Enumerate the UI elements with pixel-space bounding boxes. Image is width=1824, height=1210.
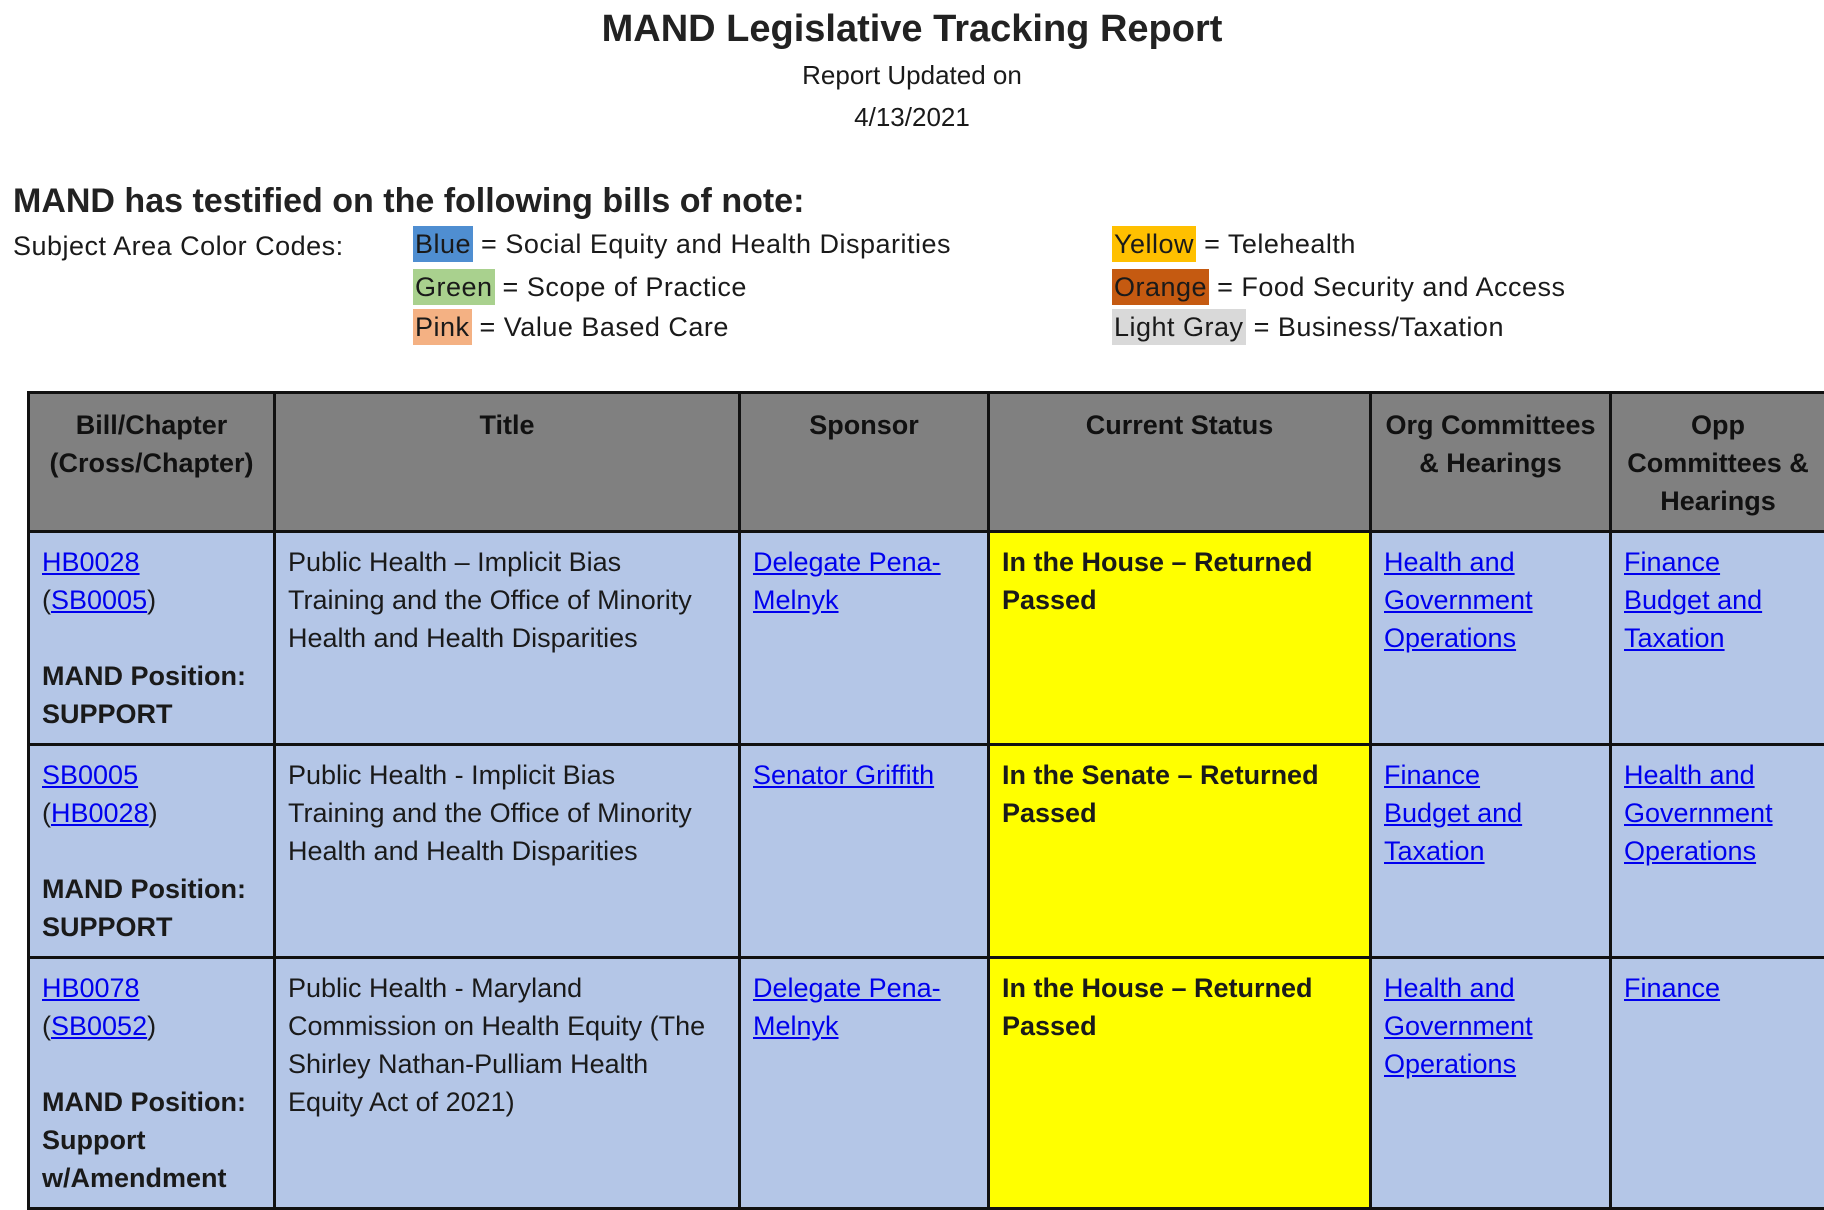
opp-committee-link[interactable]: Finance <box>1624 973 1720 1003</box>
opp-committee-cell <box>1611 745 1824 958</box>
column-header-status <box>989 393 1371 532</box>
header-line: Bill/Chapter <box>42 406 261 444</box>
cross-bill-link[interactable]: HB0028 <box>51 798 149 828</box>
bill-numbers: SB0005 (HB0028) <box>42 756 261 832</box>
column-header-sponsor <box>740 393 989 532</box>
legend-text: = Value Based Care <box>472 312 729 342</box>
opp-committee-cell <box>1611 958 1824 1209</box>
cross-bill-link[interactable]: SB0005 <box>51 585 147 615</box>
legend-label: Subject Area Color Codes: <box>13 231 344 262</box>
title-line: Public Health - Implicit Bias <box>288 756 726 794</box>
legend-item-light-gray <box>1112 309 1504 345</box>
bill-cell <box>29 958 275 1209</box>
opp-committee-cell <box>1611 532 1824 745</box>
status-cell <box>989 745 1371 958</box>
position-value: SUPPORT <box>42 695 261 733</box>
section-heading: MAND has testified on the following bills of note: <box>13 182 804 221</box>
position-value: SUPPORT <box>42 908 261 946</box>
legend-item-green <box>413 269 747 305</box>
position-label: MAND Position: <box>42 870 261 908</box>
sponsor-cell <box>740 958 989 1209</box>
org-committee-cell <box>1371 745 1611 958</box>
title-cell <box>275 958 740 1209</box>
position-value: Support <box>42 1121 261 1159</box>
status-line: In the House – Returned <box>1002 543 1357 581</box>
header-line: & Hearings <box>1384 444 1597 482</box>
org-committee-cell <box>1371 958 1611 1209</box>
sponsor-link[interactable]: Senator Griffith <box>753 760 934 790</box>
org-committee-link[interactable]: Health and Government Operations <box>1384 973 1533 1079</box>
position-label: MAND Position: <box>42 657 261 695</box>
column-header-org-committees <box>1371 393 1611 532</box>
report-title: MAND Legislative Tracking Report <box>0 8 1824 51</box>
bills-table <box>27 391 1824 1210</box>
legend-text: = Social Equity and Health Disparities <box>473 229 951 259</box>
status-cell <box>989 532 1371 745</box>
opp-committee-link[interactable]: Health and Government Operations <box>1624 760 1773 866</box>
legend-item-pink <box>413 309 729 345</box>
column-header-bill <box>29 393 275 532</box>
legend-text: = Business/Taxation <box>1246 312 1504 342</box>
header-line: Committees & <box>1624 444 1812 482</box>
legend-text: = Food Security and Access <box>1209 272 1565 302</box>
opp-committee-link[interactable]: Finance Budget and Taxation <box>1624 547 1762 653</box>
legend-swatch-orange: Orange <box>1112 269 1209 305</box>
status-line: In the House – Returned <box>1002 969 1357 1007</box>
title-line: Training and the Office of Minority <box>288 581 726 619</box>
table-row <box>29 532 1824 745</box>
report-updated-date: 4/13/2021 <box>0 102 1824 133</box>
table-row <box>29 745 1824 958</box>
title-cell <box>275 745 740 958</box>
title-line: Public Health – Implicit Bias <box>288 543 726 581</box>
header-line: Org Committees <box>1384 406 1597 444</box>
org-committee-cell <box>1371 532 1611 745</box>
status-line: Passed <box>1002 581 1357 619</box>
position-value: w/Amendment <box>42 1159 261 1197</box>
bill-link[interactable]: SB0005 <box>42 760 138 790</box>
header-line: (Cross/Chapter) <box>42 444 261 482</box>
sponsor-cell <box>740 745 989 958</box>
status-line: In the Senate – Returned <box>1002 756 1357 794</box>
status-cell <box>989 958 1371 1209</box>
header-line: Hearings <box>1624 482 1812 520</box>
title-line: Health and Health Disparities <box>288 619 726 657</box>
header-line: Sponsor <box>753 406 975 444</box>
status-line: Passed <box>1002 1007 1357 1045</box>
bill-cell <box>29 532 275 745</box>
title-line: Health and Health Disparities <box>288 832 726 870</box>
legend-swatch-light-gray: Light Gray <box>1112 309 1246 345</box>
title-line: Training and the Office of Minority <box>288 794 726 832</box>
legend-item-blue <box>413 226 951 262</box>
legend-swatch-blue: Blue <box>413 226 473 262</box>
title-cell <box>275 532 740 745</box>
position-label: MAND Position: <box>42 1083 261 1121</box>
header-line: Title <box>288 406 726 444</box>
legend-item-orange <box>1112 269 1566 305</box>
legend-swatch-green: Green <box>413 269 495 305</box>
cross-bill-link[interactable]: SB0052 <box>51 1011 147 1041</box>
sponsor-cell <box>740 532 989 745</box>
legend-text: = Scope of Practice <box>495 272 747 302</box>
title-line: Public Health - Maryland <box>288 969 726 1007</box>
legend-item-yellow <box>1112 226 1356 262</box>
legend-swatch-pink: Pink <box>413 309 472 345</box>
title-line: Commission on Health Equity (The <box>288 1007 726 1045</box>
header-line: Opp <box>1624 406 1812 444</box>
bill-link[interactable]: HB0028 <box>42 547 140 577</box>
status-line: Passed <box>1002 794 1357 832</box>
bill-numbers: HB0028 (SB0005) <box>42 543 261 619</box>
sponsor-link[interactable]: Delegate Pena- Melnyk <box>753 973 941 1041</box>
org-committee-link[interactable]: Finance Budget and Taxation <box>1384 760 1522 866</box>
column-header-opp-committees <box>1611 393 1824 532</box>
header-line: Current Status <box>1002 406 1357 444</box>
sponsor-link[interactable]: Delegate Pena- Melnyk <box>753 547 941 615</box>
legend-swatch-yellow: Yellow <box>1112 226 1196 262</box>
column-header-title <box>275 393 740 532</box>
legend-text: = Telehealth <box>1196 229 1356 259</box>
table-header-row <box>29 393 1824 532</box>
org-committee-link[interactable]: Health and Government Operations <box>1384 547 1533 653</box>
report-updated-label: Report Updated on <box>0 60 1824 91</box>
table-row <box>29 958 1824 1209</box>
bill-numbers: HB0078 (SB0052) <box>42 969 261 1045</box>
title-line: Equity Act of 2021) <box>288 1083 726 1121</box>
bill-link[interactable]: HB0078 <box>42 973 140 1003</box>
title-line: Shirley Nathan-Pulliam Health <box>288 1045 726 1083</box>
bill-cell <box>29 745 275 958</box>
